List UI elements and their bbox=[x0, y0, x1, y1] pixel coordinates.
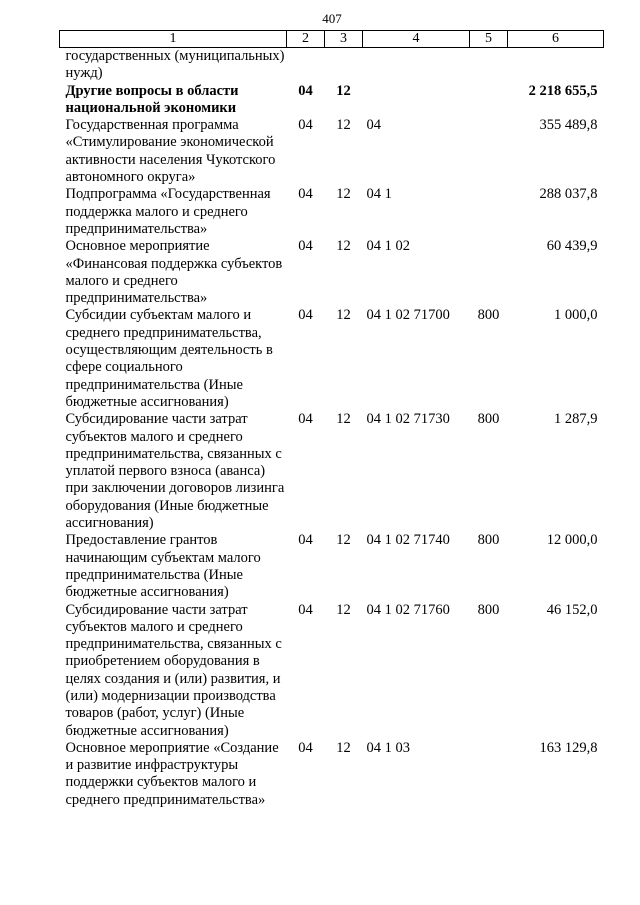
row-program-code: 04 1 03 bbox=[366, 739, 410, 756]
row-expense-type-code bbox=[470, 740, 508, 809]
budget-sheet bbox=[59, 30, 603, 809]
header-col-3: 3 bbox=[325, 31, 363, 48]
row-subsection-code: 12 bbox=[336, 186, 351, 203]
row-program-code: 04 1 02 71700 bbox=[366, 307, 450, 324]
header-col-4: 4 bbox=[363, 31, 470, 48]
row-amount: 1 000,0 bbox=[554, 307, 598, 324]
row-subsection-code: 12 bbox=[336, 117, 351, 134]
row-expense-type-code: 800 bbox=[477, 411, 500, 428]
row-amount bbox=[508, 48, 604, 83]
row-subsection-code: 12 bbox=[336, 82, 351, 99]
row-amount: 12 000,0 bbox=[546, 532, 598, 549]
row-expense-type-code bbox=[470, 238, 508, 307]
table-row bbox=[60, 48, 604, 83]
header-col-6: 6 bbox=[508, 31, 604, 48]
row-amount: 60 439,9 bbox=[546, 238, 598, 255]
table-row bbox=[60, 83, 604, 118]
row-name: Подпрограмма «Государственная поддержка малого и среднего предпринимательства» bbox=[65, 186, 271, 237]
row-expense-type-code bbox=[470, 83, 508, 118]
table-row bbox=[60, 186, 604, 238]
row-amount: 163 129,8 bbox=[539, 739, 598, 756]
table-row bbox=[60, 602, 604, 740]
row-section-code: 04 bbox=[298, 82, 313, 99]
row-section-code: 04 bbox=[298, 186, 313, 203]
row-name: Предоставление грантов начинающим субъектам малого предпринимательства (Иные бюджетные ассигнования) bbox=[65, 532, 261, 601]
row-amount: 1 287,9 bbox=[554, 411, 598, 428]
row-program-code: 04 1 bbox=[366, 186, 392, 203]
row-subsection-code: 12 bbox=[336, 601, 351, 618]
row-subsection-code: 12 bbox=[336, 532, 351, 549]
row-name: Субсидии субъектам малого и среднего предпринимательства, осуществляющим деятельность в сфере социального предпринимательства (Иные бюджетные ассигнования) bbox=[65, 307, 273, 410]
budget-table bbox=[59, 30, 604, 809]
row-section-code: 04 bbox=[298, 238, 313, 255]
row-name: Другие вопросы в области национальной экономики bbox=[65, 82, 239, 116]
table-row bbox=[60, 411, 604, 532]
row-subsection-code: 12 bbox=[336, 238, 351, 255]
row-program-code: 04 bbox=[366, 117, 381, 134]
row-program-code: 04 1 02 71760 bbox=[366, 601, 450, 618]
table-body bbox=[60, 48, 604, 810]
row-section-code: 04 bbox=[298, 117, 313, 134]
row-expense-type-code: 800 bbox=[477, 532, 500, 549]
row-program-code: 04 1 02 bbox=[366, 238, 410, 255]
row-amount: 46 152,0 bbox=[546, 601, 598, 618]
row-expense-type-code: 800 bbox=[477, 307, 500, 324]
row-program-code: 04 1 02 71740 bbox=[366, 532, 450, 549]
row-section-code: 04 bbox=[298, 739, 313, 756]
row-section-code: 04 bbox=[298, 307, 313, 324]
table-header bbox=[60, 31, 604, 48]
row-subsection-code: 12 bbox=[336, 739, 351, 756]
page-number: 407 bbox=[322, 11, 342, 26]
row-section-code: 04 bbox=[298, 532, 313, 549]
row-amount: 288 037,8 bbox=[539, 186, 598, 203]
header-row bbox=[60, 31, 604, 48]
row-expense-type-code bbox=[470, 186, 508, 238]
row-name: Основное мероприятие «Финансовая поддержка субъектов малого и среднего предпринимательства» bbox=[65, 238, 283, 307]
row-section-code: 04 bbox=[298, 601, 313, 618]
row-expense-type-code bbox=[470, 48, 508, 83]
row-subsection-code: 12 bbox=[336, 411, 351, 428]
row-expense-type-code bbox=[470, 117, 508, 186]
table-row bbox=[60, 238, 604, 307]
row-name: Государственная программа «Стимулирование экономической активности населения Чукотского автономного округа» bbox=[65, 117, 276, 186]
row-name: Субсидирование части затрат субъектов малого и среднего предпринимательства, связанных с приобретением оборудования в целях создания и (или) развития, и (или) модернизации производства товаров (работ, услуг) (Иные бюджетные ассигнования) bbox=[65, 601, 282, 739]
row-program-code: 04 1 02 71730 bbox=[366, 411, 450, 428]
table-row bbox=[60, 740, 604, 809]
row-name: Субсидирование части затрат субъектов малого и среднего предпринимательства, связанных с уплатой первого взноса (аванса) при заключении договоров лизинга оборудования (Иные бюджетные ассигнования) bbox=[65, 411, 285, 532]
row-amount: 355 489,8 bbox=[539, 117, 598, 134]
row-section-code: 04 bbox=[298, 411, 313, 428]
row-name: государственных (муниципальных) нужд) bbox=[65, 48, 285, 82]
table-row bbox=[60, 117, 604, 186]
table-row bbox=[60, 307, 604, 411]
table-row bbox=[60, 532, 604, 601]
row-expense-type-code: 800 bbox=[477, 601, 500, 618]
header-col-2: 2 bbox=[287, 31, 325, 48]
row-subsection-code: 12 bbox=[336, 307, 351, 324]
row-subsection-code bbox=[325, 48, 363, 83]
row-amount: 2 218 655,5 bbox=[528, 82, 598, 99]
row-name: Основное мероприятие «Создание и развитие инфраструктуры поддержки субъектов малого и среднего предпринимательства» bbox=[65, 739, 279, 808]
header-col-1: 1 bbox=[60, 31, 287, 48]
row-program-code bbox=[363, 83, 470, 118]
header-col-5: 5 bbox=[470, 31, 508, 48]
row-program-code bbox=[363, 48, 470, 83]
row-section-code bbox=[287, 48, 325, 83]
